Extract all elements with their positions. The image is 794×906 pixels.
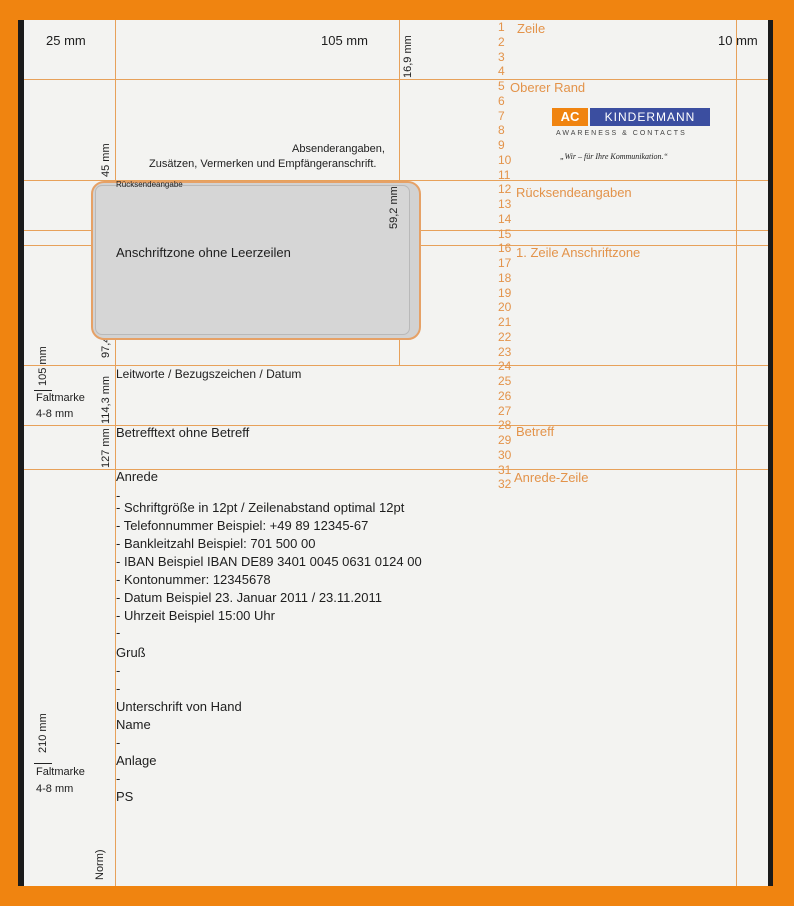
content-item: - Schriftgröße in 12pt / Zeilenabstand optimal 12pt xyxy=(116,500,405,515)
line-number: 10 xyxy=(498,152,512,167)
line-number: 29 xyxy=(498,433,512,447)
fold-mark-1-size: 4-8 mm xyxy=(36,408,74,420)
ps-label: PS xyxy=(116,789,134,804)
anlage-label: Anlage xyxy=(116,753,157,768)
line-number: 21 xyxy=(498,315,512,329)
line-number: 20 xyxy=(498,300,512,315)
measure-114-3mm: 114,3 mm xyxy=(100,375,112,424)
betreff-label: Betrefftext ohne Betreff xyxy=(116,425,250,440)
sender-note-line2: Zusätzen, Vermerken und Empfängeranschrift. xyxy=(149,158,377,170)
zone-label-anschriftzone: 1. Zeile Anschriftzone xyxy=(516,245,641,260)
line-number: 6 xyxy=(498,93,505,108)
line-number: 25 xyxy=(498,374,512,388)
line-number: 2 xyxy=(498,34,505,49)
address-window-inner xyxy=(95,185,410,335)
line-number: 12 xyxy=(498,182,512,197)
line-number: 5 xyxy=(498,79,505,93)
blank-dash: - xyxy=(116,625,121,640)
right-margin-label: 10 mm xyxy=(718,33,758,48)
fold-mark-1 xyxy=(34,390,52,391)
content-item: - Kontonummer: 12345678 xyxy=(116,572,271,587)
line-number: 11 xyxy=(498,167,511,182)
content-item: - Bankleitzahl Beispiel: 701 500 00 xyxy=(116,536,316,551)
content-item: - Uhrzeit Beispiel 15:00 Uhr xyxy=(116,608,275,623)
line-number: 31 xyxy=(498,462,512,477)
measure-105mm: 105 mm xyxy=(37,346,49,386)
content-item: - Datum Beispiel 23. Januar 2011 / 23.11.2011 xyxy=(116,590,382,605)
line-number: 28 xyxy=(498,418,512,433)
sender-note-line1: Absenderangaben, xyxy=(292,143,385,155)
address-zone-label: Anschriftzone ohne Leerzeilen xyxy=(116,245,291,260)
blank-dash: - xyxy=(116,663,121,678)
logo-slogan: „Wir – für Ihre Kommunikation.“ xyxy=(560,152,668,161)
measure-45mm: 45 mm xyxy=(100,143,112,177)
blank-dash: - xyxy=(116,681,121,696)
letter-template-page xyxy=(24,20,768,886)
guide-line-16-9mm xyxy=(24,79,768,80)
width-105-label: 105 mm xyxy=(321,33,368,48)
unterschrift-label: Unterschrift von Hand xyxy=(116,699,242,714)
guide-line-97-4mm xyxy=(24,365,768,366)
content-item: - Telefonnummer Beispiel: +49 89 12345-67 xyxy=(116,518,369,533)
return-address-label: Rücksendeangabe xyxy=(116,180,183,189)
gruss-label: Gruß xyxy=(116,645,146,660)
line-number: 18 xyxy=(498,270,512,285)
line-number: 32 xyxy=(498,477,512,492)
line-number: 24 xyxy=(498,359,512,374)
left-margin-label: 25 mm xyxy=(46,33,86,48)
fold-mark-2-label: Faltmarke xyxy=(36,766,85,778)
blank-dash: - xyxy=(116,488,121,503)
window-height-label: 59,2 mm xyxy=(388,186,400,229)
line-number: 17 xyxy=(498,256,512,270)
line-number: 19 xyxy=(498,285,512,300)
line-number: 1 xyxy=(498,20,505,34)
line-number: 15 xyxy=(498,226,512,241)
anrede-label: Anrede xyxy=(116,469,158,484)
line-number: 27 xyxy=(498,403,512,418)
zone-label-betreff: Betreff xyxy=(516,424,555,439)
line-number: 30 xyxy=(498,447,512,462)
logo-wordmark: KINDERMANN xyxy=(590,108,710,126)
blank-dash: - xyxy=(116,735,121,750)
line-number: 16 xyxy=(498,241,512,256)
line-number: 13 xyxy=(498,197,512,211)
measure-210mm: 210 mm xyxy=(37,713,49,753)
content-item: - IBAN Beispiel IBAN DE89 3401 0045 0631 0124 00 xyxy=(116,554,422,569)
right-margin-guide xyxy=(736,20,737,886)
line-number: 9 xyxy=(498,138,505,152)
zone-label-anrede: Anrede-Zeile xyxy=(514,470,589,485)
line-number: 23 xyxy=(498,344,512,359)
line-number: 22 xyxy=(498,329,512,344)
measure-127mm: 127 mm xyxy=(100,428,112,468)
line-number: 8 xyxy=(498,123,505,138)
fold-mark-1-label: Faltmarke xyxy=(36,392,85,404)
line-number: 3 xyxy=(498,49,505,64)
leitworte-label: Leitworte / Bezugszeichen / Datum xyxy=(116,367,302,381)
fold-mark-2 xyxy=(34,763,52,764)
logo-tagline: AWARENESS & CONTACTS xyxy=(556,130,687,137)
frame-border-right xyxy=(768,20,773,886)
name-label: Name xyxy=(116,717,151,732)
top-height-label: 16,9 mm xyxy=(402,35,414,78)
blank-dash: - xyxy=(116,771,121,786)
norm-label: Norm) xyxy=(94,849,106,880)
company-logo xyxy=(552,108,712,168)
line-number: 26 xyxy=(498,388,512,403)
line-number: 7 xyxy=(498,108,505,123)
zone-label-ruecksendeangaben: Rücksendeangaben xyxy=(516,185,632,200)
logo-ac-mark: AC xyxy=(552,108,588,126)
zone-label-zeile: Zeile xyxy=(517,21,546,36)
line-number: 14 xyxy=(498,211,512,226)
line-number: 4 xyxy=(498,64,505,79)
fold-mark-2-size: 4-8 mm xyxy=(36,783,74,795)
zone-label-oberer-rand: Oberer Rand xyxy=(510,80,586,95)
